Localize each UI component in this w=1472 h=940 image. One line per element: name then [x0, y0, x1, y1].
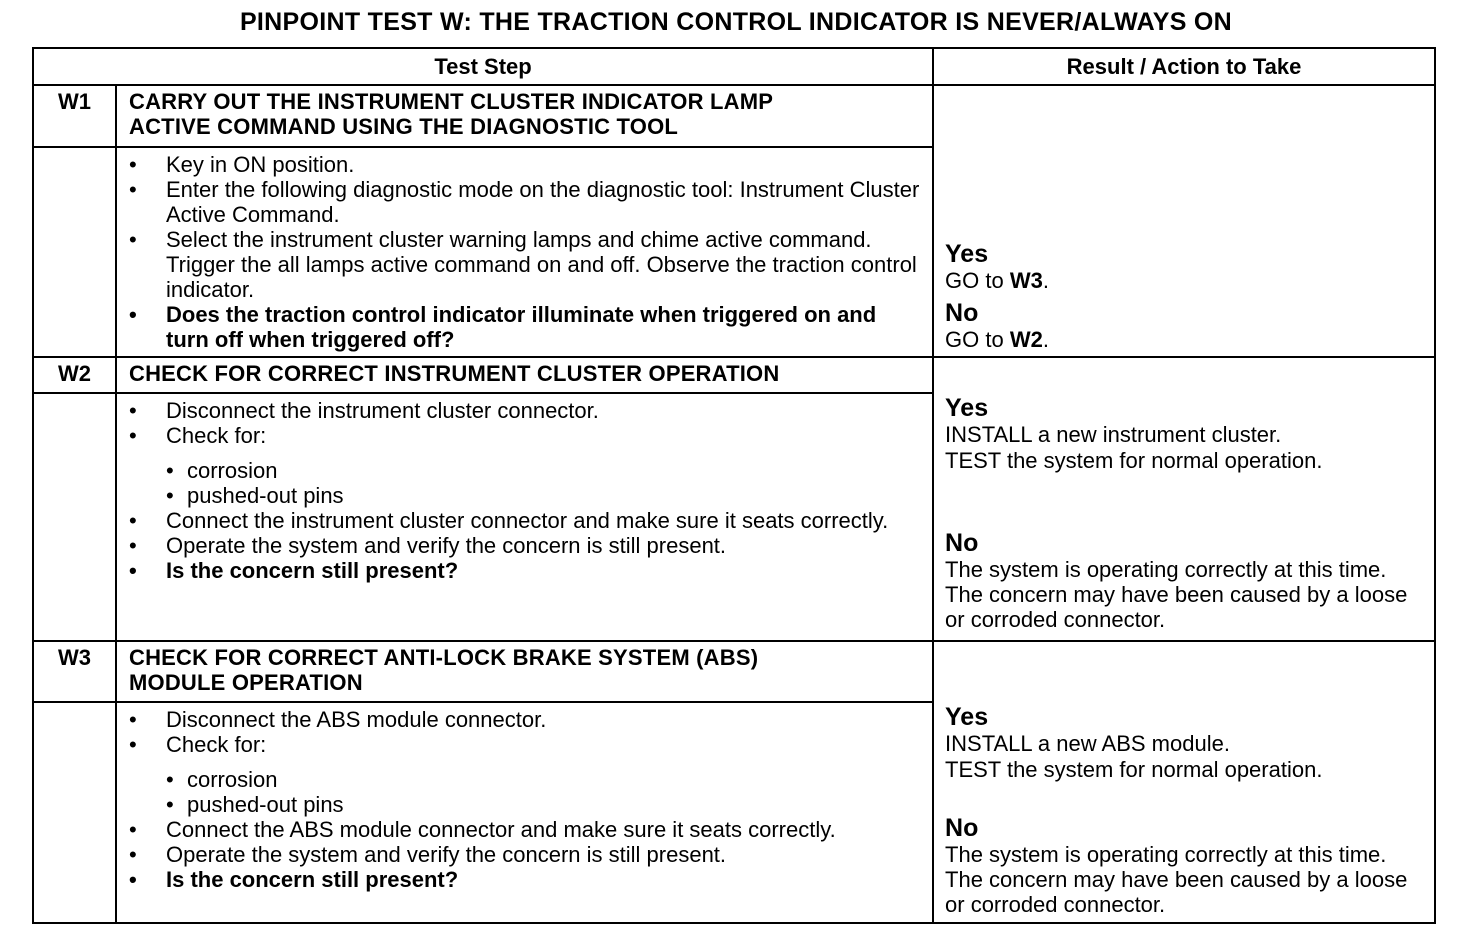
w3-step-2	[129, 732, 922, 817]
w3-steps	[116, 702, 933, 923]
subitem-text: pushed-out pins	[187, 483, 344, 508]
bullet-icon: •	[166, 767, 174, 792]
step-text: Is the concern still present?	[166, 558, 459, 583]
step-text: Disconnect the instrument cluster connector.	[166, 398, 599, 423]
w1-step-2	[129, 177, 922, 227]
w3-heading	[116, 641, 933, 702]
w2-yes-line2: TEST the system for normal operation.	[945, 448, 1323, 473]
bullet-icon: •	[129, 398, 137, 423]
step-id-w1: W1	[33, 85, 116, 147]
w1-no-action: GO to W2.	[945, 327, 1049, 352]
w1-no-label: No	[945, 299, 979, 327]
w2-step-1	[129, 398, 922, 423]
w1-result	[933, 85, 1435, 357]
w2-step-5	[129, 558, 922, 583]
w3-step-5	[129, 867, 922, 892]
bullet-icon: •	[129, 558, 137, 583]
step-text: Does the traction control indicator illuminate when triggered on and turn off when triggered off?	[166, 302, 877, 352]
w1-yes-target: W3	[1009, 268, 1043, 293]
w1-id-blank	[33, 147, 116, 357]
w3-step-4	[129, 842, 922, 867]
step-id-w2: W2	[33, 357, 116, 393]
w2-step-2	[129, 423, 922, 508]
page-title: PINPOINT TEST W: THE TRACTION CONTROL INDICATOR IS NEVER/ALWAYS ON	[239, 8, 1233, 36]
w2-subitem-2	[166, 483, 922, 508]
w3-subitem-2	[166, 792, 922, 817]
bullet-icon: •	[129, 227, 137, 252]
bullet-icon: •	[129, 817, 137, 842]
w2-no-text: The system is operating correctly at this time. The concern may have been caused by a loose or corroded connector.	[945, 557, 1408, 632]
bullet-icon: •	[166, 458, 174, 483]
step-text: Operate the system and verify the concern is still present.	[166, 533, 727, 558]
w3-yes-line2: TEST the system for normal operation.	[945, 757, 1323, 782]
bullet-icon: •	[166, 792, 174, 817]
subitem-text: corrosion	[187, 767, 278, 792]
w2-heading-row	[33, 357, 1435, 393]
w1-heading-line1: CARRY OUT THE INSTRUMENT CLUSTER INDICATOR LAMP	[129, 89, 774, 114]
w3-yes-line1: INSTALL a new ABS module.	[945, 731, 1230, 756]
w1-step-1	[129, 152, 922, 177]
step-text: Disconnect the ABS module connector.	[166, 707, 547, 732]
w3-yes-label: Yes	[945, 703, 989, 731]
step-text: Key in ON position.	[166, 152, 355, 177]
w1-heading	[116, 85, 933, 147]
subitem-text: corrosion	[187, 458, 278, 483]
bullet-icon: •	[129, 533, 137, 558]
step-text: Enter the following diagnostic mode on the diagnostic tool: Instrument Cluster Active Command.	[166, 177, 920, 227]
header-result-action: Result / Action to Take	[933, 48, 1435, 85]
w2-steps	[116, 393, 933, 641]
w2-result	[933, 357, 1435, 641]
w2-subitems	[166, 458, 922, 508]
w3-no-label: No	[945, 814, 979, 842]
bullet-icon: •	[129, 867, 137, 892]
bullet-icon: •	[129, 508, 137, 533]
pinpoint-test-table	[32, 47, 1436, 924]
step-text: Is the concern still present?	[166, 867, 459, 892]
w3-heading-line2: MODULE OPERATION	[129, 670, 363, 695]
bullet-icon: •	[129, 302, 137, 327]
header-test-step: Test Step	[33, 48, 933, 85]
w3-subitems	[166, 767, 922, 817]
w2-step-4	[129, 533, 922, 558]
w2-heading-line1: CHECK FOR CORRECT INSTRUMENT CLUSTER OPERATION	[129, 361, 780, 386]
step-text: Check for:	[166, 732, 267, 757]
w2-subitem-1	[166, 458, 922, 483]
bullet-icon: •	[129, 177, 137, 202]
w1-heading-line2: ACTIVE COMMAND USING THE DIAGNOSTIC TOOL	[129, 114, 679, 139]
w1-yes-action: GO to W3.	[945, 268, 1049, 293]
w1-no-prefix: GO to	[945, 327, 1004, 352]
w3-no-text: The system is operating correctly at this time. The concern may have been caused by a loose or corroded connector.	[945, 842, 1408, 917]
step-text: Connect the ABS module connector and make sure it seats correctly.	[166, 817, 836, 842]
w3-heading-row	[33, 641, 1435, 702]
bullet-icon: •	[166, 483, 174, 508]
w1-yes-prefix: GO to	[945, 268, 1004, 293]
step-text: Connect the instrument cluster connector and make sure it seats correctly.	[166, 508, 889, 533]
bullet-icon: •	[129, 842, 137, 867]
w2-no-label: No	[945, 529, 979, 557]
bullet-icon: •	[129, 152, 137, 177]
w3-step-3	[129, 817, 922, 842]
w1-step-3	[129, 227, 922, 302]
subitem-text: pushed-out pins	[187, 792, 344, 817]
w3-result	[933, 641, 1435, 923]
w1-steps	[116, 147, 933, 357]
w1-step-4	[129, 302, 922, 352]
bullet-icon: •	[129, 707, 137, 732]
step-text: Operate the system and verify the concern is still present.	[166, 842, 727, 867]
w3-subitem-1	[166, 767, 922, 792]
w1-yes-label: Yes	[945, 240, 989, 268]
step-id-w3: W3	[33, 641, 116, 702]
w2-step-3	[129, 508, 922, 533]
w3-step-1	[129, 707, 922, 732]
bullet-icon: •	[129, 423, 137, 448]
w2-heading	[116, 357, 933, 393]
step-text: Check for:	[166, 423, 267, 448]
w2-yes-label: Yes	[945, 394, 989, 422]
header-row	[33, 48, 1435, 85]
w2-yes-line1: INSTALL a new instrument cluster.	[945, 422, 1282, 447]
w3-id-blank	[33, 702, 116, 923]
w3-heading-line1: CHECK FOR CORRECT ANTI-LOCK BRAKE SYSTEM (ABS)	[129, 645, 759, 670]
w1-heading-row	[33, 85, 1435, 147]
w2-id-blank	[33, 393, 116, 641]
step-text: Select the instrument cluster warning lamps and chime active command. Trigger the all lamps active command on and off. Observe the traction control indicator.	[166, 227, 917, 302]
w1-no-target: W2	[1009, 327, 1043, 352]
bullet-icon: •	[129, 732, 137, 757]
